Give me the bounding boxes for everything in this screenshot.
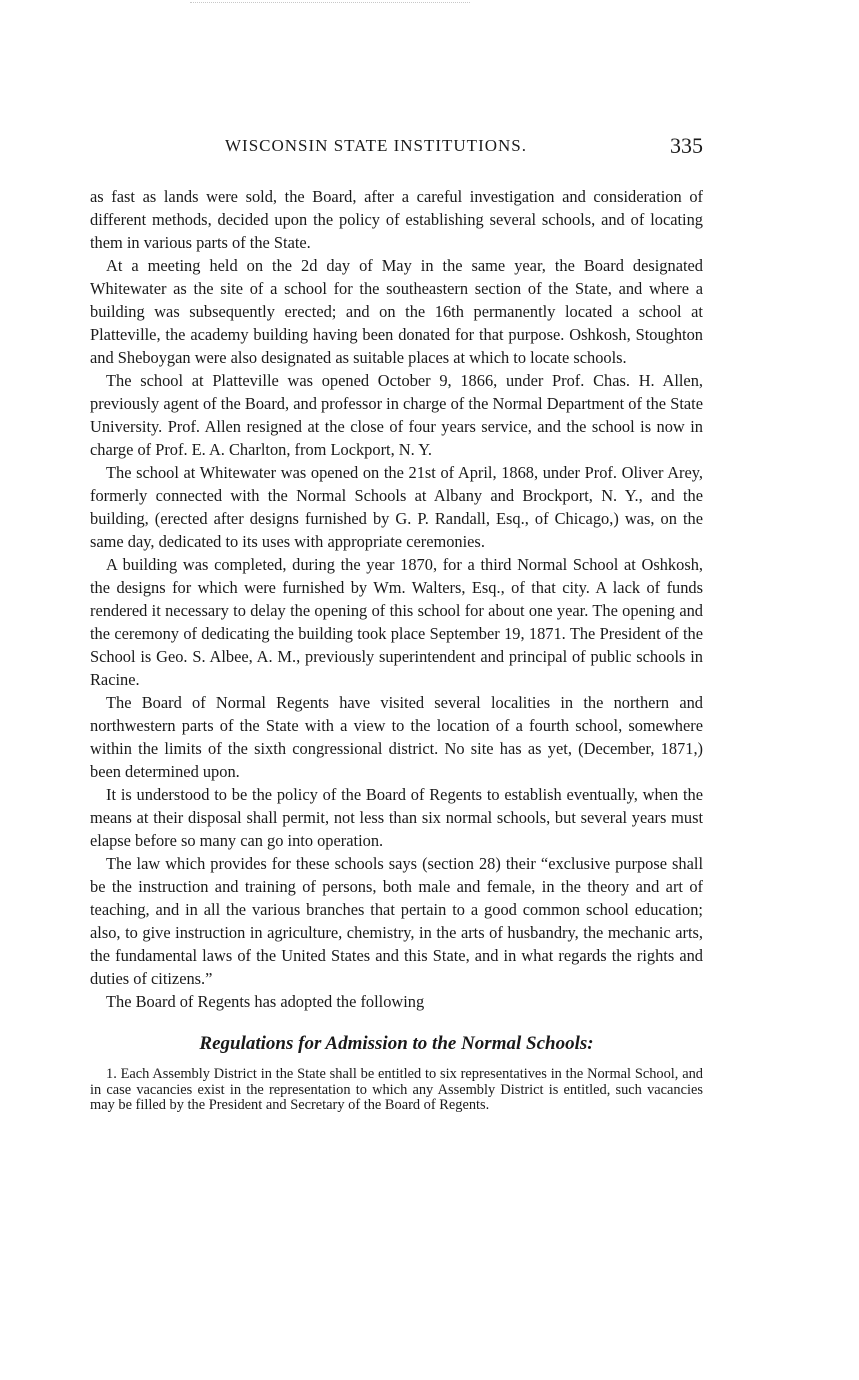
running-title: WISCONSIN STATE INSTITUTIONS. [225,136,527,155]
paragraph-adopted: The Board of Regents has adopted the following [106,992,425,1011]
paragraph-oshkosh: A building was completed, during the year 1870, for a third Normal School at Oshkosh, the designs for which were furnished by Wm. Walters, Esq., of that city. A lack of funds rendered it necessary to delay the opening of this school for about one year. The opening and the ceremony of dedicating the building took place September 19, 1871. The President of the School is Geo. S. Albee, A. M., previously superintendent and principal of public schools in Racine. [90,555,703,689]
paragraph-whitewater: The school at Whitewater was opened on the 21st of April, 1868, under Prof. Oliver Arey, formerly connected with the Normal Schools at Albany and Brockport, N. Y., and the building, (erected after designs furnished by G. P. Randall, Esq., of Chicago,) was, on the same day, dedicated to its uses with appropriate ceremonies. [90,463,703,551]
section-heading: Regulations for Admission to the Normal Schools: [199,1033,594,1054]
paragraph-meeting: At a meeting held on the 2d day of May in the same year, the Board designated Whitewater as the site of a school for the southeastern section of the State, and where a building was subsequently erected; and on the 16th permanently located a school at Platteville, the academy building having been donated for that purpose. Oshkosh, Stoughton and Sheboygan were also designated as suitable places at which to locate schools. [90,256,703,367]
page-number: 335 [670,133,703,158]
paragraph-continuation: as fast as lands were sold, the Board, after a careful investigation and consideration of different methods, decided upon the policy of establishing several schools, and of locating them in various parts of the State. [90,187,703,252]
paragraph-platteville: The school at Platteville was opened October 9, 1866, under Prof. Chas. H. Allen, previously agent of the Board, and professor in charge of the Normal Department of the State University. Prof. Allen resigned at the close of four years service, and the school is now in charge of Prof. E. A. Charlton, from Lockport, N. Y. [90,371,703,459]
paragraph-policy: It is understood to be the policy of the Board of Regents to establish eventually, when the means at their disposal shall permit, not less than six normal schools, but several years must elapse before so many can go into operation. [90,785,703,850]
paragraph-law: The law which provides for these schools says (section 28) their “exclusive purpose shall be the instruction and training of persons, both male and female, in the theory and art of teaching, and in all the various branches that pertain to a good common school education; also, to give instruction in agriculture, chemistry, in the arts of husbandry, the mechanic arts, the fundamental laws of the United States and this State, and in what regards the rights and duties of citizens.” [90,854,703,988]
body-text [90,185,703,1114]
regulation-item: 1. Each Assembly District in the State shall be entitled to six representatives in the Normal School, and in case vacancies exist in the representation to which any Assembly District is entitled, such vacancies may be filled by the President and Secretary of the Board of Regents. [90,1066,703,1113]
running-header [90,133,703,161]
paragraph-fourth-school: The Board of Normal Regents have visited several localities in the northern and northwestern parts of the State with a view to the location of a fourth school, somewhere within the limits of the sixth congressional district. No site has as yet, (December, 1871,) been determined upon. [90,693,703,781]
top-edge-rule [190,2,470,3]
